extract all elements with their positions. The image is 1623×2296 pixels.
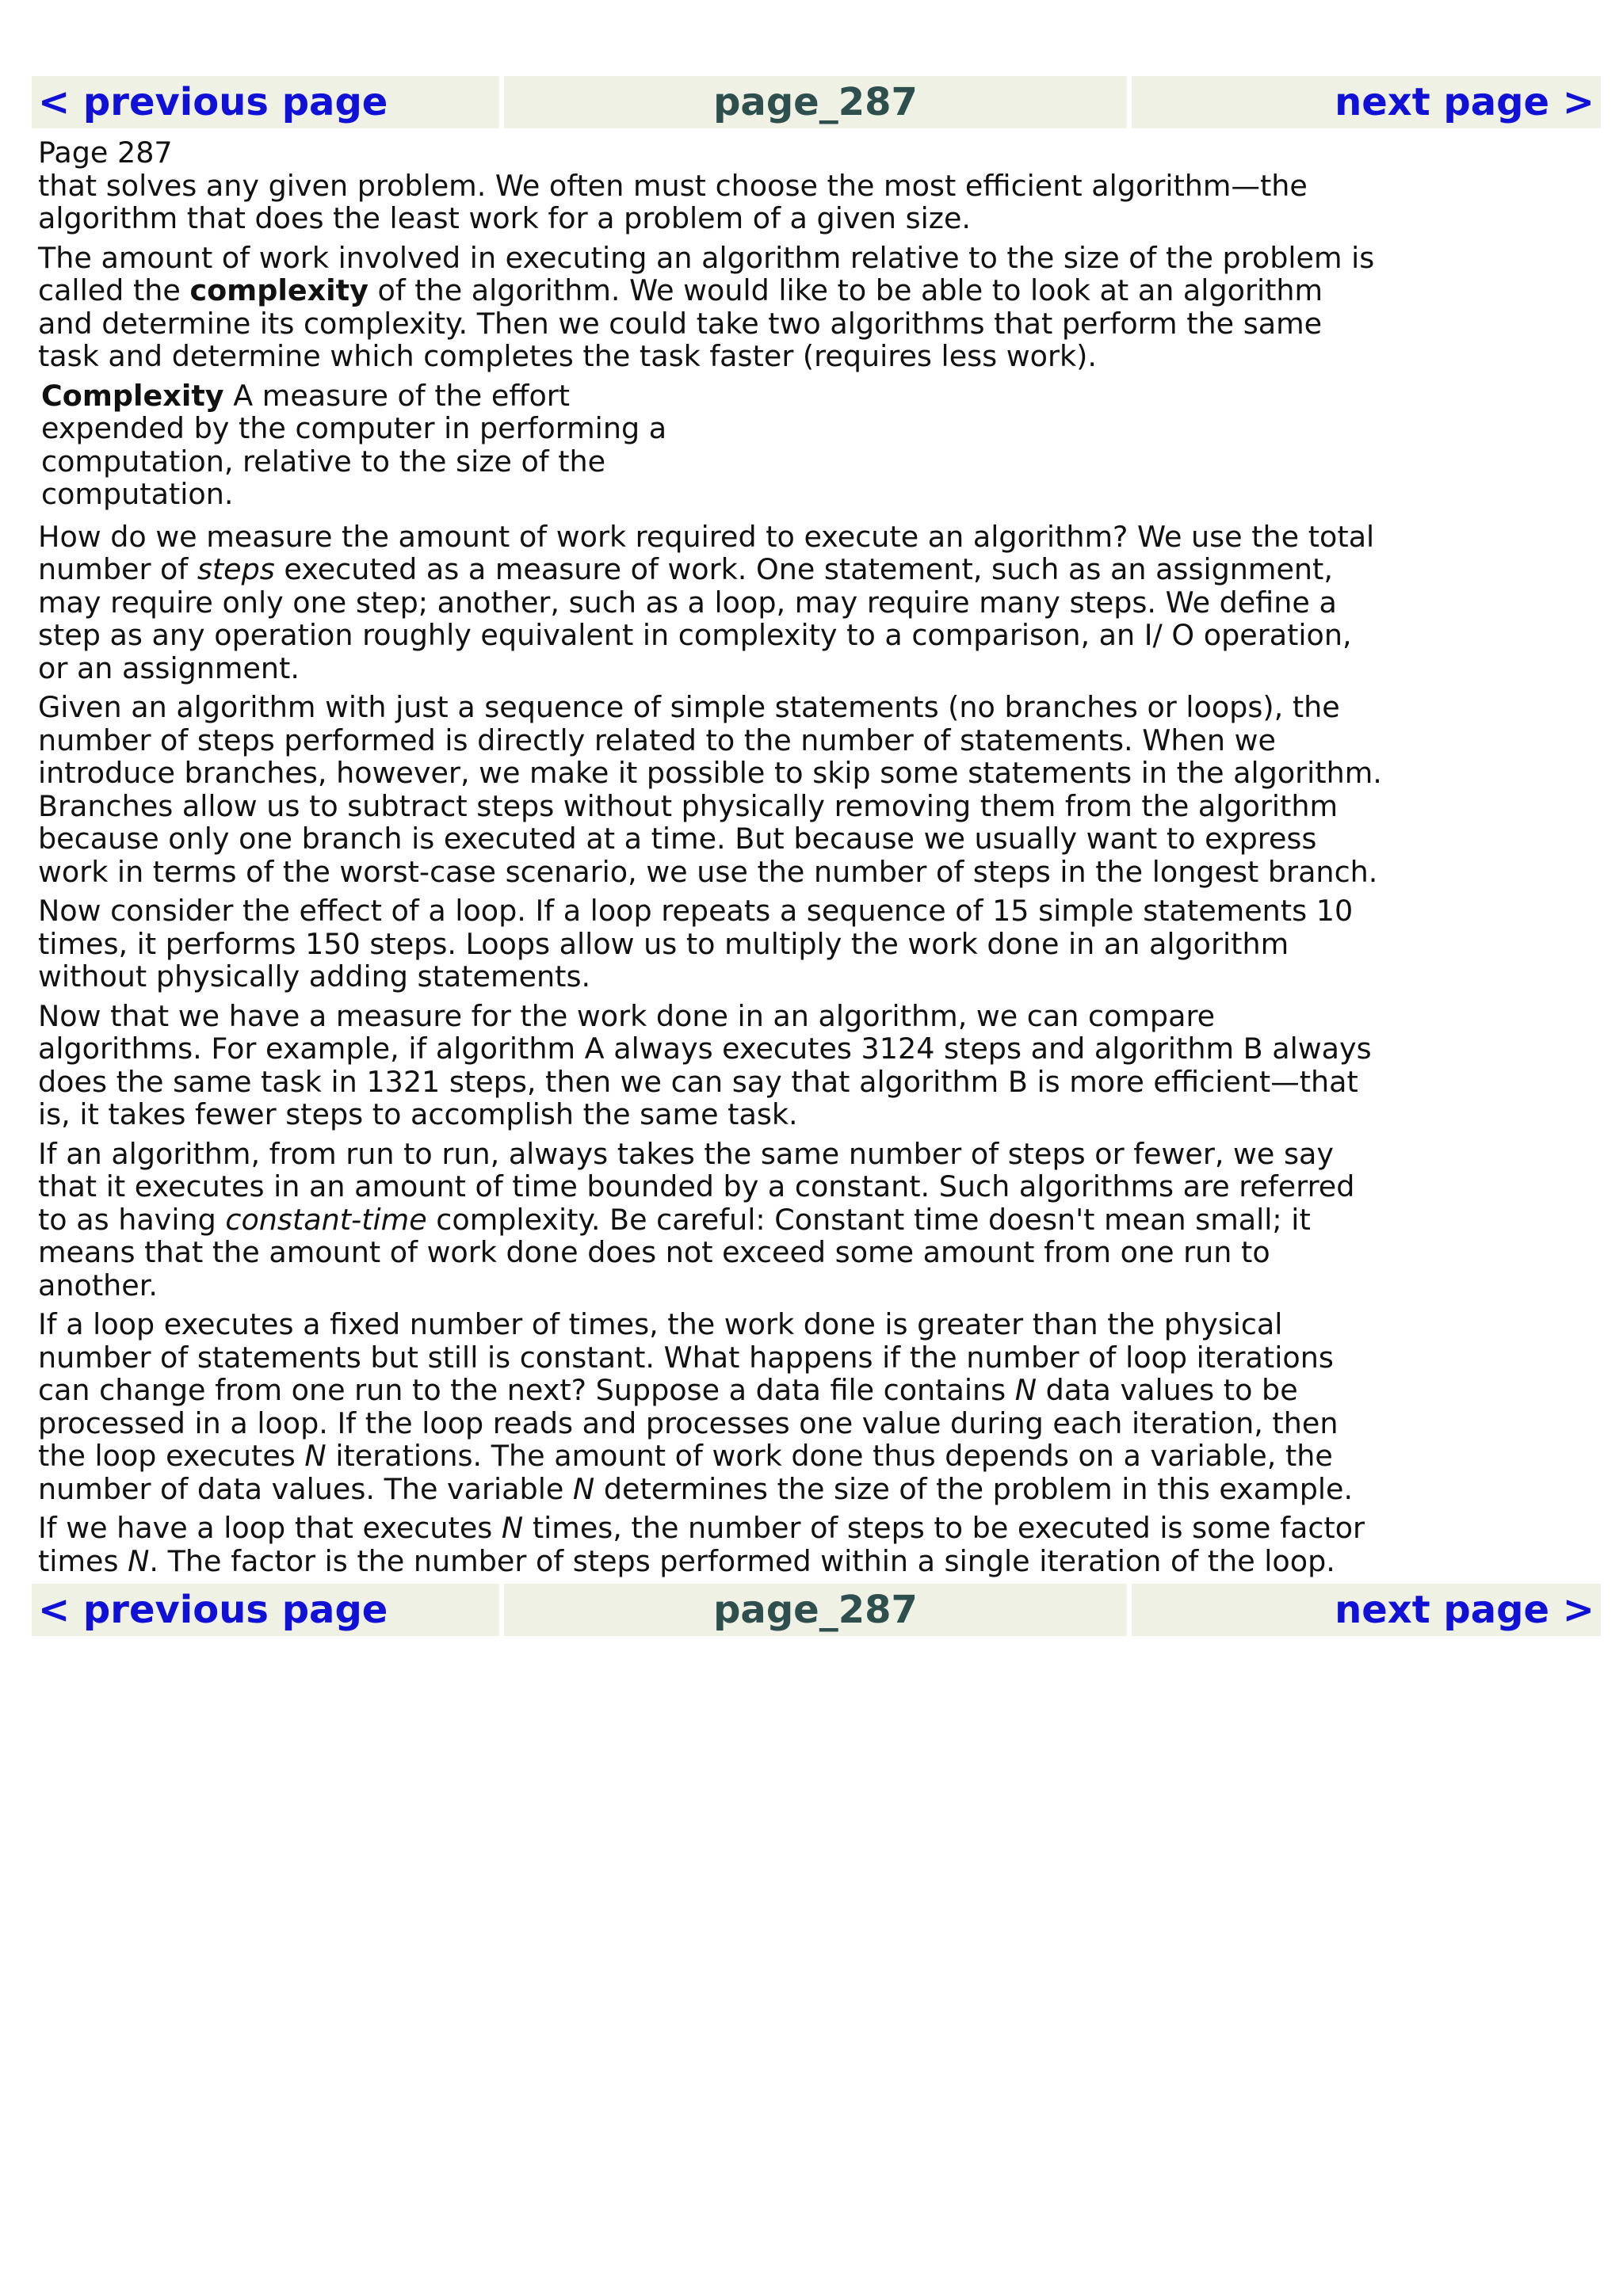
paragraph xyxy=(38,242,1385,373)
text-run: . The factor is the number of steps performed within a single iteration of the loop. xyxy=(149,1543,1335,1578)
paragraph xyxy=(38,1138,1385,1302)
text-run: How do we measure the amount of work required to execute an algorithm? We use the total number of xyxy=(38,519,1375,586)
paragraph xyxy=(38,1512,1385,1577)
previous-page-link[interactable]: < previous page xyxy=(32,76,499,128)
variable-n: N xyxy=(501,1511,524,1545)
definition-sidebar xyxy=(41,379,667,511)
paragraph xyxy=(38,1308,1385,1505)
page-number: Page 287 xyxy=(38,135,173,170)
definition-text: A measure of the effort expended by the computer in performing a computation, relative to the size of the computation. xyxy=(41,378,667,511)
bold-term: complexity xyxy=(189,273,369,307)
text-run: If we have a loop that executes xyxy=(38,1511,502,1545)
text-run: of the algorithm. We would like to be able to look at an algorithm and determine its complexity. Then we could take two algorithms that perform the same task and determine which completes the task faster (requires less work). xyxy=(38,273,1323,373)
paragraph: that solves any given problem. We often must choose the most efficient algorithm—the algorithm that does the least work for a problem of a given size. xyxy=(38,168,1308,235)
text-run: data values to be processed in a loop. If the loop reads and processes one value during each iteration, then the loop executes xyxy=(38,1373,1338,1473)
paragraph: Now consider the effect of a loop. If a loop repeats a sequence of 15 simple statements 10 times, it performs 150 steps. Loops allow us to multiply the work done in an algorithm without physically adding statements. xyxy=(38,894,1354,994)
text-run: complexity. Be careful: Constant time doesn't mean small; it means that the amount of work done does not exceed some amount from one run to another. xyxy=(38,1202,1311,1302)
variable-n: N xyxy=(304,1439,327,1473)
bottom-navigation-bar xyxy=(32,1584,1601,1636)
previous-page-link[interactable]: < previous page xyxy=(32,1584,499,1636)
page-id-label: page_287 xyxy=(504,1584,1127,1636)
page-content xyxy=(32,136,1385,1577)
top-navigation-bar xyxy=(32,76,1601,128)
text-run: times, the number of steps to be executed is some factor times xyxy=(38,1511,1365,1578)
paragraph: Now that we have a measure for the work done in an algorithm, we can compare algorithms. For example, if algorithm A always executes 3124 steps and algorithm B always does the same task in 1321 steps, then we can say that algorithm B is more efficient—that is, it takes fewer steps to accomplish the same task. xyxy=(38,998,1372,1131)
text-run: The amount of work involved in executing an algorithm relative to the size of the problem is called the xyxy=(38,240,1375,307)
page-id-label: page_287 xyxy=(504,76,1127,128)
variable-n: N xyxy=(128,1543,150,1578)
text-run: determines the size of the problem in this example. xyxy=(594,1471,1354,1506)
text-run: iterations. The amount of work done thus depends on a variable, the number of data values. The variable xyxy=(38,1439,1333,1506)
paragraph xyxy=(38,521,1385,685)
text-run: executed as a measure of work. One statement, such as an assignment, may require only one step; another, such as a loop, may require many steps. We define a step as any operation roughly equivalent in complexity to a comparison, an I/ O operation, or an assignment. xyxy=(38,552,1352,685)
text-run: If an algorithm, from run to run, always takes the same number of steps or fewer, we say that it executes in an amount of time bounded by a constant. Such algorithms are referred to as having xyxy=(38,1136,1355,1237)
variable-n: N xyxy=(1014,1373,1037,1407)
page-container xyxy=(32,76,1601,1636)
text-run: If a loop executes a fixed number of times, the work done is greater than the physical number of statements but still is constant. What happens if the number of loop iterations can change from one run to the next? Suppose a data file contains xyxy=(38,1307,1334,1407)
next-page-link[interactable]: next page > xyxy=(1132,1584,1601,1636)
next-page-link[interactable]: next page > xyxy=(1132,76,1601,128)
definition-term: Complexity xyxy=(41,378,224,413)
variable-n: N xyxy=(572,1471,595,1506)
paragraph: Given an algorithm with just a sequence of simple statements (no branches or loops), the number of steps performed is directly related to the number of statements. When we introduce branches, however, we make it possible to skip some statements in the algorithm. Branches allow us to subtract steps without physically removing them from the algorithm because only one branch is executed at a time. But because we usually want to express work in terms of the worst-case scenario, we use the number of steps in the longest branch. xyxy=(38,690,1382,889)
italic-term: constant-time xyxy=(225,1202,427,1237)
italic-term: steps xyxy=(197,552,275,586)
